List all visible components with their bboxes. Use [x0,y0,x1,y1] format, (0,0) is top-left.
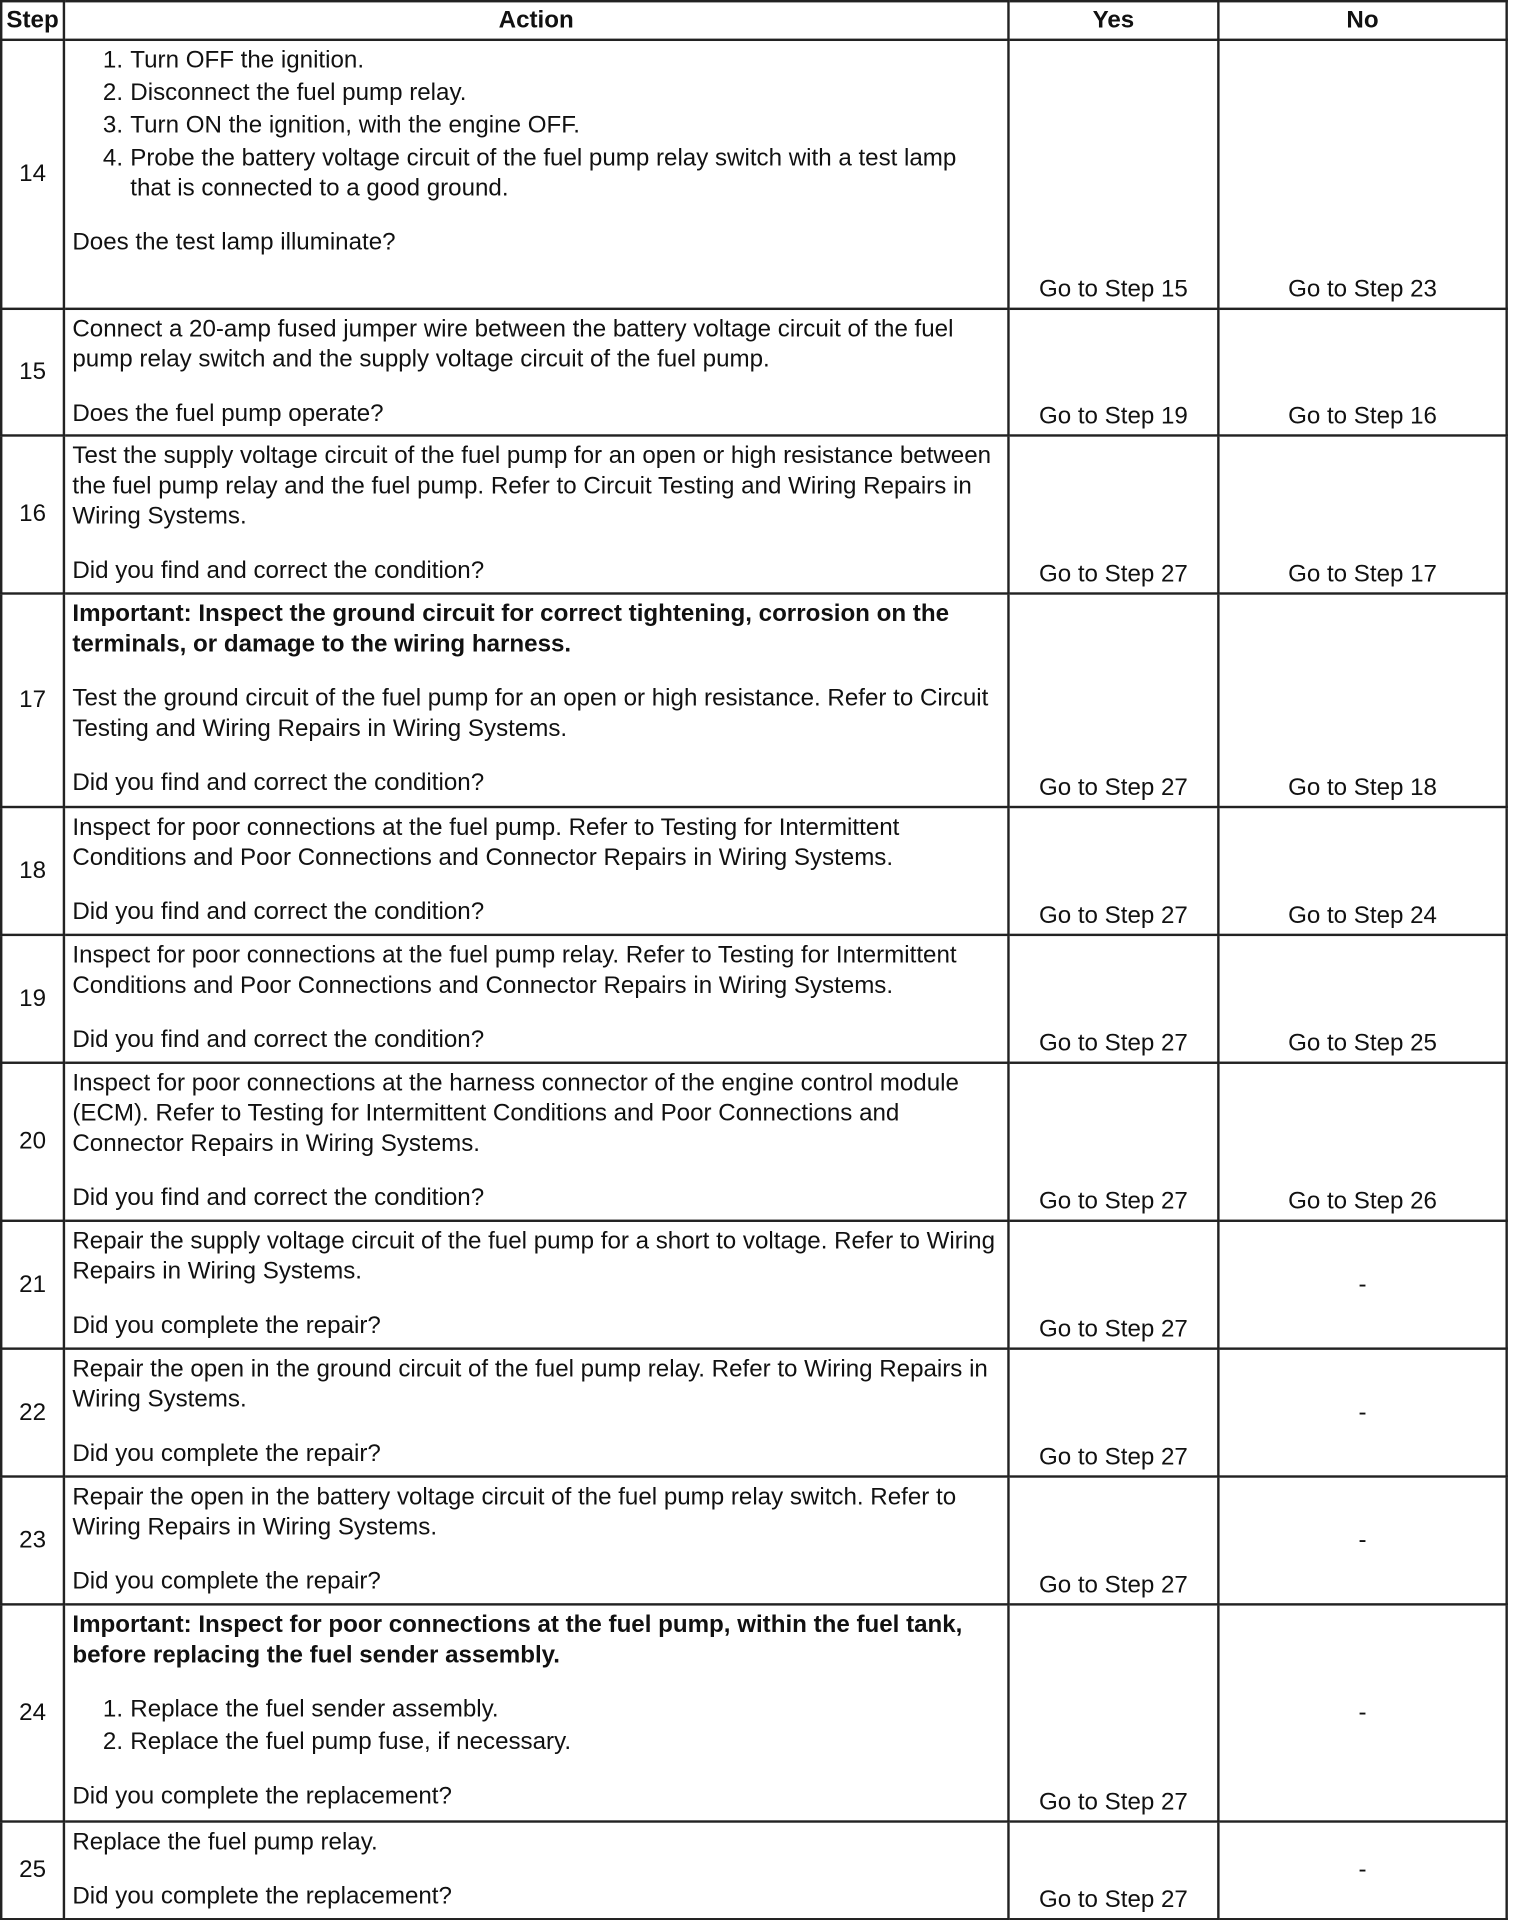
action-text: Replace the fuel pump relay. [72,1828,378,1856]
yes-result: Go to Step 27 [1008,1063,1218,1221]
step-number: 24 [1,1604,64,1821]
procedure-list [72,1695,997,1758]
action-question: Did you complete the replacement? [72,1782,452,1810]
table-row [1,40,1506,309]
yes-result: Go to Step 27 [1008,435,1218,593]
step-number: 14 [1,40,64,309]
procedure-list [72,46,997,204]
no-result: Go to Step 23 [1218,40,1506,309]
action-question: Does the test lamp illuminate? [72,229,396,256]
procedure-step-text: Replace the fuel sender assembly. [130,1696,499,1723]
header-action: Action [64,1,1009,40]
header-no: No [1218,1,1506,40]
action-question: Did you find and correct the condition? [72,1184,485,1212]
no-result: Go to Step 17 [1218,435,1506,593]
step-number: 25 [1,1822,64,1920]
action-cell [64,1604,1009,1821]
step-number: 16 [1,435,64,593]
action-text: Inspect for poor connections at the fuel pump relay. Refer to Testing for Intermittent Conditions and Poor Connections and Connector Repairs in Wiring Systems. [72,942,957,999]
yes-result: Go to Step 27 [1008,1221,1218,1349]
action-cell [64,1221,1009,1349]
action-cell [64,935,1009,1063]
table-row [1,935,1506,1063]
header-step: Step [1,1,64,40]
step-number: 17 [1,593,64,807]
important-note: Important: Inspect the ground circuit for correct tightening, corrosion on the terminals, or damage to the wiring harness. [72,600,950,658]
no-result: - [1218,1221,1506,1349]
table-row [1,1477,1506,1605]
action-question: Did you complete the repair? [72,1312,381,1339]
no-result: - [1218,1822,1506,1920]
yes-result: Go to Step 19 [1008,309,1218,436]
action-text: Repair the supply voltage circuit of the fuel pump for a short to voltage. Refer to Wiring Repairs in Wiring Systems. [72,1228,995,1285]
action-text: Inspect for poor connections at the fuel pump. Refer to Testing for Intermittent Conditions and Poor Connections and Connector Repairs in Wiring Systems. [72,814,900,871]
no-result: Go to Step 25 [1218,935,1506,1063]
procedure-step-text: Turn ON the ignition, with the engine OFF. [130,112,580,139]
important-note: Important: Inspect for poor connections at the fuel pump, within the fuel tank, before replacing the fuel sender assembly. [72,1611,963,1669]
yes-result: Go to Step 27 [1008,1604,1218,1821]
yes-result: Go to Step 15 [1008,40,1218,309]
action-question: Did you find and correct the condition? [72,557,485,584]
no-result: Go to Step 24 [1218,807,1506,935]
no-result: Go to Step 18 [1218,593,1506,807]
action-cell [64,435,1009,593]
table-row [1,1349,1506,1477]
action-text: Inspect for poor connections at the harness connector of the engine control module (ECM). Refer to Testing for Intermittent Conditions and Poor Connections and Connector Repairs in Wiring Systems. [72,1069,959,1157]
procedure-step [72,1695,997,1725]
table-row [1,309,1506,436]
action-text: Repair the open in the battery voltage circuit of the fuel pump relay switch. Refer to Wiring Repairs in Wiring Systems. [72,1483,957,1541]
action-text: Test the supply voltage circuit of the fuel pump for an open or high resistance between the fuel pump relay and the fuel pump. Refer to Circuit Testing and Wiring Repairs in Wiring Systems. [72,442,992,530]
header-row [1,1,1506,40]
procedure-step-text: Turn OFF the ignition. [130,47,365,74]
step-number: 20 [1,1063,64,1221]
action-cell [64,40,1009,309]
no-result: - [1218,1477,1506,1605]
action-text: Test the ground circuit of the fuel pump for an open or high resistance. Refer to Circuit Testing and Wiring Repairs in Wiring Systems. [72,685,989,742]
procedure-step-number: 3. [102,112,124,139]
action-question: Did you find and correct the condition? [72,1026,485,1054]
action-question: Did you find and correct the condition? [72,898,485,926]
action-question: Did you find and correct the condition? [72,769,485,797]
action-cell [64,807,1009,935]
action-cell [64,1477,1009,1605]
action-cell [64,1063,1009,1221]
action-cell [64,309,1009,436]
action-question: Did you complete the replacement? [72,1883,452,1910]
procedure-step-number: 4. [102,144,124,172]
procedure-step-text: Replace the fuel pump fuse, if necessary. [130,1728,572,1756]
yes-result: Go to Step 27 [1008,1349,1218,1477]
step-number: 21 [1,1221,64,1349]
action-text: Connect a 20-amp fused jumper wire between the battery voltage circuit of the fuel pump relay switch and the supply voltage circuit of the fuel pump. [72,316,954,373]
step-number: 18 [1,807,64,935]
procedure-step-text: Disconnect the fuel pump relay. [130,79,467,107]
procedure-step [72,111,997,141]
procedure-step-number: 1. [102,1696,124,1723]
table-row [1,1822,1506,1920]
step-number: 19 [1,935,64,1063]
action-cell [64,1349,1009,1477]
procedure-step [72,1727,997,1757]
procedure-step-number: 1. [102,47,124,74]
table-row [1,807,1506,935]
procedure-step-number: 2. [102,79,124,107]
procedure-step [72,144,997,204]
header-yes: Yes [1008,1,1218,40]
action-question: Does the fuel pump operate? [72,400,384,428]
step-number: 15 [1,309,64,436]
step-number: 22 [1,1349,64,1477]
no-result: Go to Step 26 [1218,1063,1506,1221]
no-result: Go to Step 16 [1218,309,1506,436]
yes-result: Go to Step 27 [1008,593,1218,807]
procedure-step [72,78,997,108]
action-cell [64,1822,1009,1920]
action-cell [64,593,1009,807]
table-row [1,1063,1506,1221]
table-row [1,1604,1506,1821]
yes-result: Go to Step 27 [1008,1822,1218,1920]
no-result: - [1218,1349,1506,1477]
yes-result: Go to Step 27 [1008,1477,1218,1605]
yes-result: Go to Step 27 [1008,807,1218,935]
table-row [1,435,1506,593]
procedure-step [72,46,997,76]
action-text: Repair the open in the ground circuit of the fuel pump relay. Refer to Wiring Repairs in Wiring Systems. [72,1355,988,1413]
procedure-step-text: Probe the battery voltage circuit of the fuel pump relay switch with a test lamp that is connected to a good ground. [130,144,957,202]
no-result: - [1218,1604,1506,1821]
step-number: 23 [1,1477,64,1605]
action-question: Did you complete the repair? [72,1440,381,1467]
table-row [1,1221,1506,1349]
table-row [1,593,1506,807]
yes-result: Go to Step 27 [1008,935,1218,1063]
action-question: Did you complete the repair? [72,1568,381,1595]
procedure-step-number: 2. [102,1728,124,1756]
